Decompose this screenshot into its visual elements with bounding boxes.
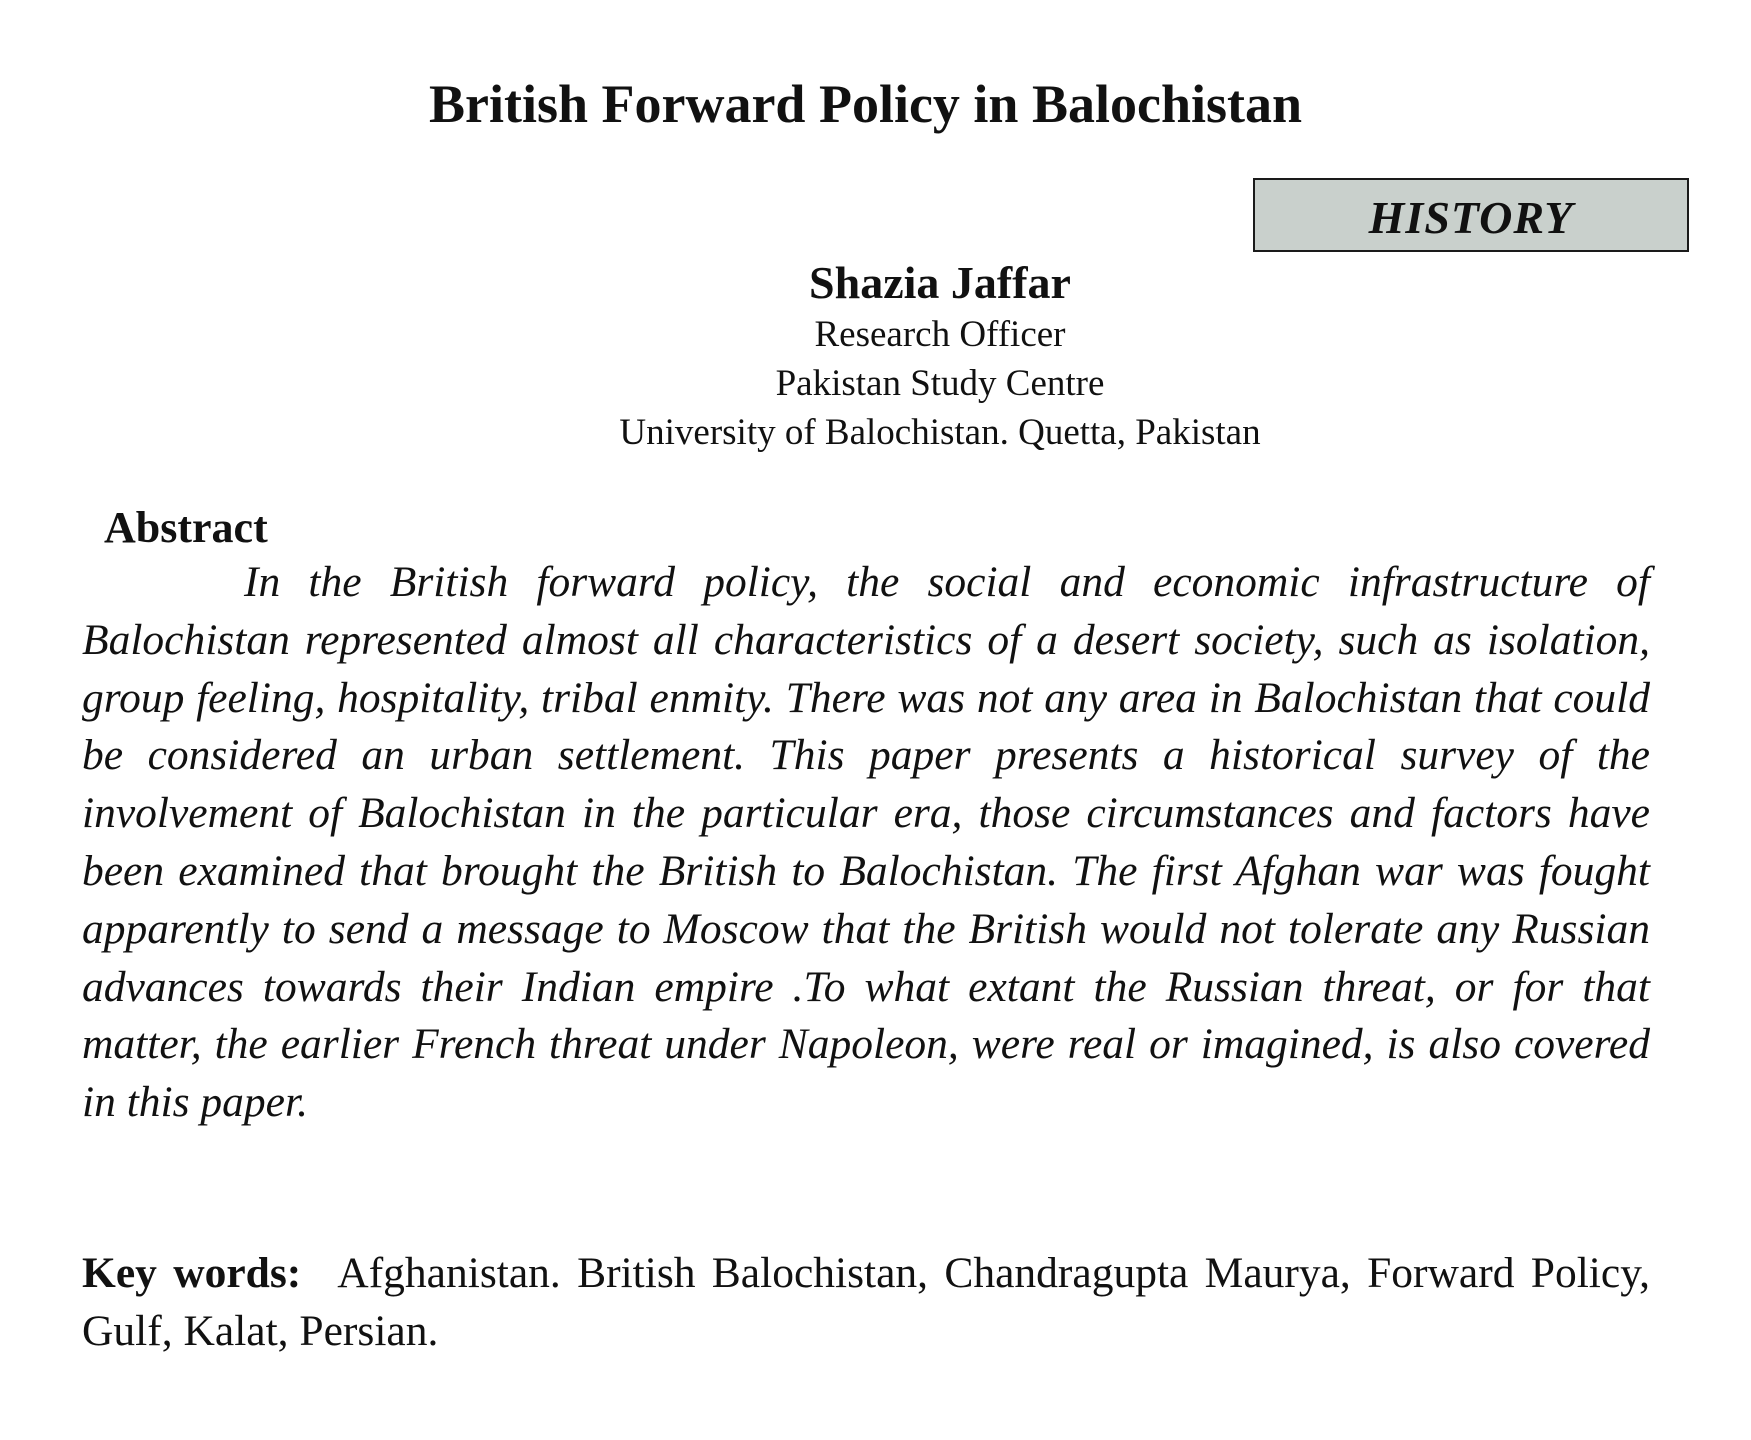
author-institution: University of Balochistan. Quetta, Pakistan	[619, 412, 1261, 453]
keywords-label: Key words:	[82, 1249, 302, 1297]
author-department: Pakistan Study Centre	[775, 363, 1105, 404]
author-position: Research Officer	[814, 314, 1066, 355]
subject-category-label: HISTORY	[1368, 191, 1574, 243]
keywords-text: Afghanistan. British Balochistan, Chandragupta Maurya, Forward Policy, Gulf, Kalat, Persian.	[82, 1249, 1650, 1355]
abstract-text: In the British forward policy, the social and economic infrastructure of Balochistan represented almost all characteristics of a desert society, such as isolation, group feeling, hospitality, tribal enmity. There was not any area in Balochistan that could be considered an urban settlement. This paper presents a historical survey of the involvement of Balochistan in the particular era, those circumstances and factors have been examined that brought the British to Balochistan. The first Afghan war was fought apparently to send a message to Moscow that the British would not tolerate any Russian advances towards their Indian empire .To what extant the Russian threat, or for that matter, the earlier French threat under Napoleon, were real or imagined, is also covered in this paper.	[82, 558, 1650, 1127]
paper-title: British Forward Policy in Balochistan	[428, 74, 1303, 134]
author-name: Shazia Jaffar	[809, 257, 1071, 308]
author-block	[540, 256, 1340, 457]
abstract-heading: Abstract	[104, 503, 268, 552]
keywords-paragraph	[82, 1244, 1650, 1360]
subject-category-box	[1253, 178, 1689, 252]
